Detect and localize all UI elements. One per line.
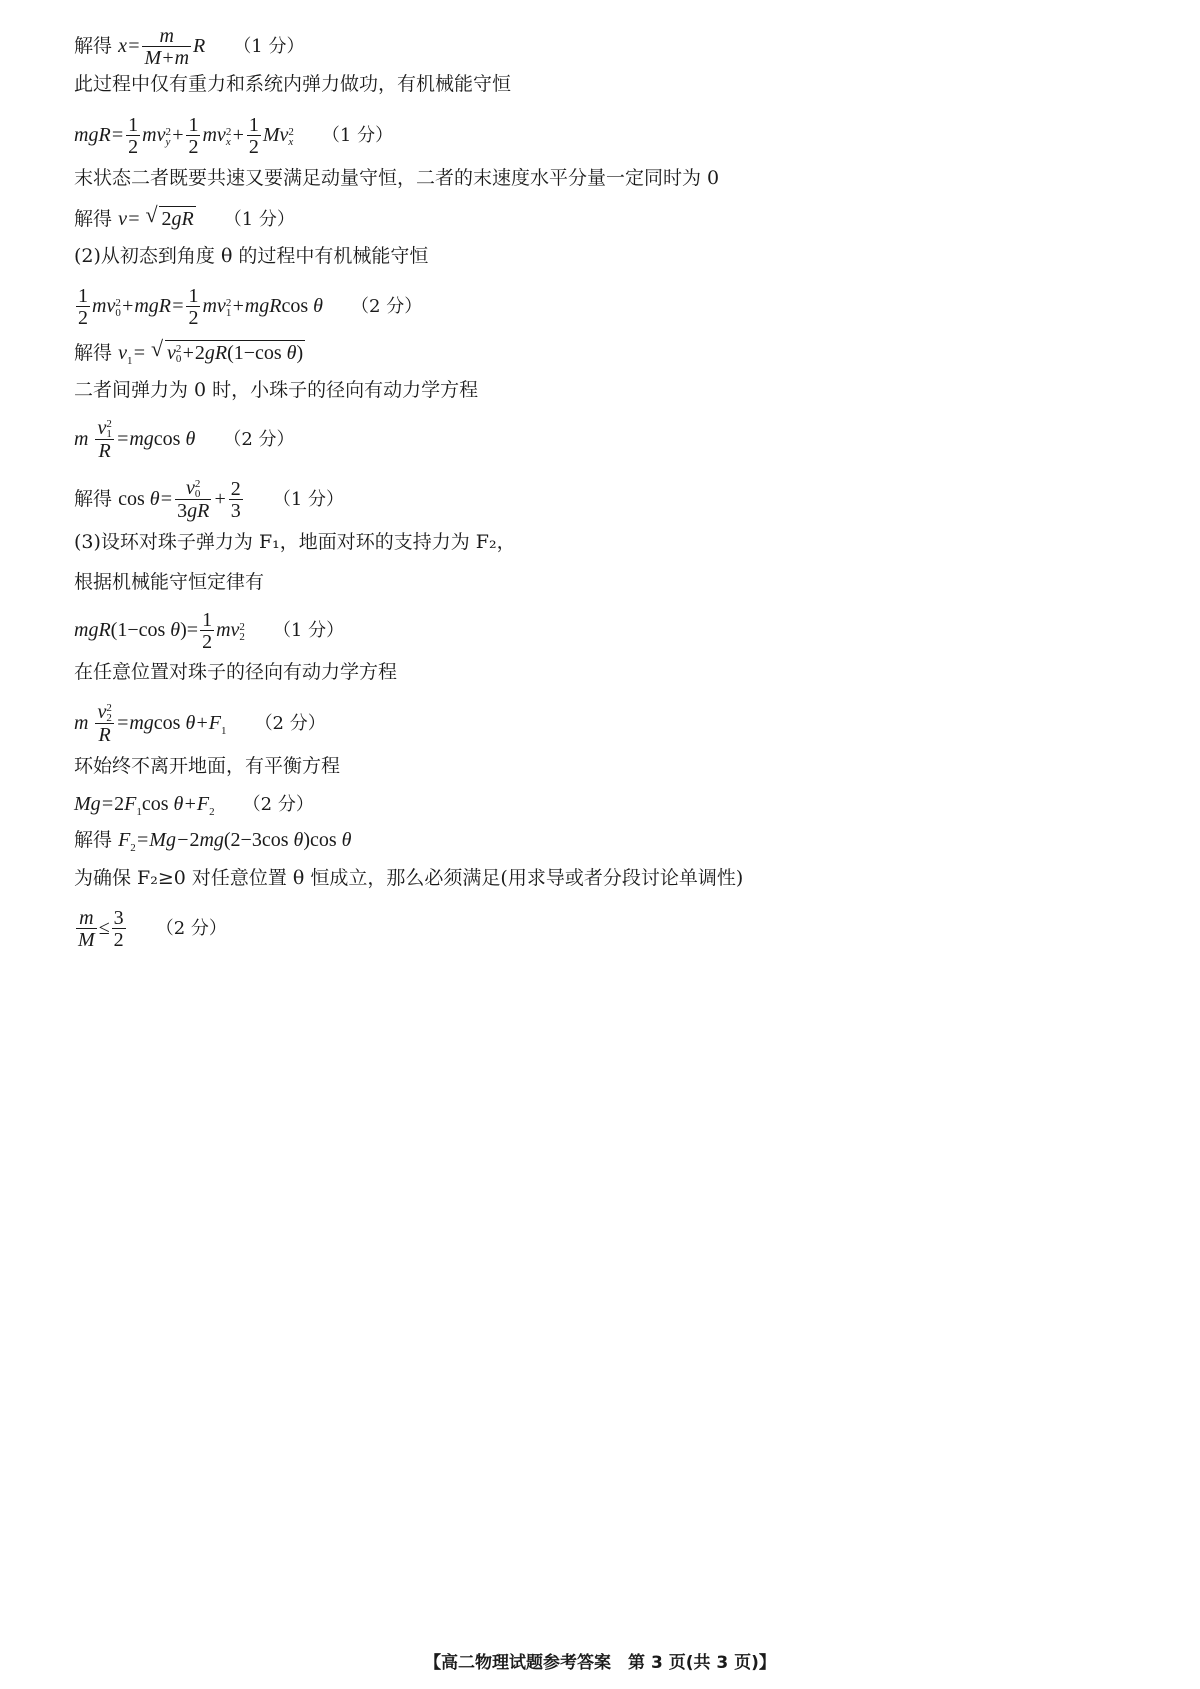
- text-line-conservation: 根据机械能守恒定律有: [74, 571, 265, 593]
- equation-balance: $Mg=2F_1\cos$ $\theta+F_2$: [74, 793, 215, 818]
- equation-f2: $F_2=Mg-2mg(2-3\cos$ θ)cos θ: [118, 829, 352, 854]
- text-line-part3: (3)设环对珠子弹力为 F₁，地面对环的支持力为 F₂，: [74, 531, 516, 553]
- equation-v1: $v_1=$ √ v 2 0 +2gR(1−cos θ): [118, 336, 304, 367]
- score-label: （2 分）: [351, 296, 423, 318]
- equation-energy-line: [74, 115, 393, 158]
- score-label: （2 分）: [155, 918, 227, 940]
- score-label: （1 分）: [233, 36, 305, 58]
- text-line-zero-force: 二者间弹力为 0 时，小珠子的径向有动力学方程: [74, 379, 479, 401]
- equation-result: $\frac{m}{M}$ ≤ $\frac{3}{2}$: [78, 907, 124, 951]
- equation-x: x= $\frac{m}{M+m}$ R: [118, 25, 206, 69]
- score-label: （2 分）: [242, 794, 314, 815]
- text-line-any-position: 在任意位置对珠子的径向有动力学方程: [74, 661, 398, 683]
- text-line-part2: (2)从初态到角度 θ 的过程中有机械能守恒: [74, 245, 429, 267]
- equation-energy-theta-line: [74, 286, 422, 329]
- equation-energy2-line: [74, 610, 344, 653]
- equation-v: v= √ 2gR: [118, 202, 194, 230]
- page-footer: 【高二物理试题参考答案 第 3 页(共 3 页)】: [424, 1653, 776, 1673]
- equation-radial-line: [74, 418, 295, 462]
- solve-prefix: 解得: [74, 829, 113, 851]
- text-line-condition: 为确保 F₂≥0 对任意位置 θ 恒成立，那么必须满足(用求导或者分段讨论单调性): [74, 867, 744, 889]
- equation-result-line: [74, 908, 227, 951]
- score-label: （1 分）: [223, 209, 295, 230]
- equation-radial: m v 2 1 R =mgcos θ: [74, 417, 196, 463]
- solve-prefix: 解得: [74, 35, 113, 58]
- text-line-energy: 此过程中仅有重力和系统内弹力做功，有机械能守恒: [74, 73, 512, 95]
- solution-line-v1: [74, 336, 305, 367]
- equation-cos: cos θ= v 2 0 3gR + $\frac{2}{3}$: [118, 477, 241, 523]
- solution-line-x: [74, 26, 305, 69]
- score-label: （1 分）: [272, 488, 345, 510]
- score-label: （2 分）: [254, 712, 326, 734]
- solve-prefix: 解得: [74, 487, 113, 510]
- solution-line-f2: [74, 828, 351, 852]
- score-label: （1 分）: [321, 125, 394, 147]
- solution-line-cos: [74, 478, 344, 522]
- equation-energy: mgR= $\frac{1}{2}$ mv 2 y + $\frac{1}{2}$ mv 2 x + $\frac{1}{2}$ Mv 2 x: [74, 114, 294, 158]
- solve-prefix: 解得: [74, 208, 113, 230]
- equation-radial2-line: [74, 702, 326, 746]
- equation-energy2: mgR(1−cos θ)= $\frac{1}{2}$ mv 2 2: [74, 609, 245, 653]
- solution-line-v: [74, 202, 295, 232]
- score-label: （2 分）: [223, 428, 295, 450]
- equation-energy-theta: $\frac{1}{2}$ mv 2 0 +mgR= $\frac{1}{2}$ mv 2 1 +mgRcos θ: [78, 285, 323, 329]
- text-line-final-state: 末状态二者既要共速又要满足动量守恒，二者的末速度水平分量一定同时为 0: [74, 167, 720, 189]
- equation-radial2: m v 2 2 R =mgcos $\theta+F_1$: [74, 701, 227, 747]
- score-label: （1 分）: [272, 620, 345, 642]
- solve-prefix: 解得: [74, 342, 113, 364]
- text-line-balance: 环始终不离开地面，有平衡方程: [74, 755, 341, 777]
- equation-balance-line: [74, 792, 314, 817]
